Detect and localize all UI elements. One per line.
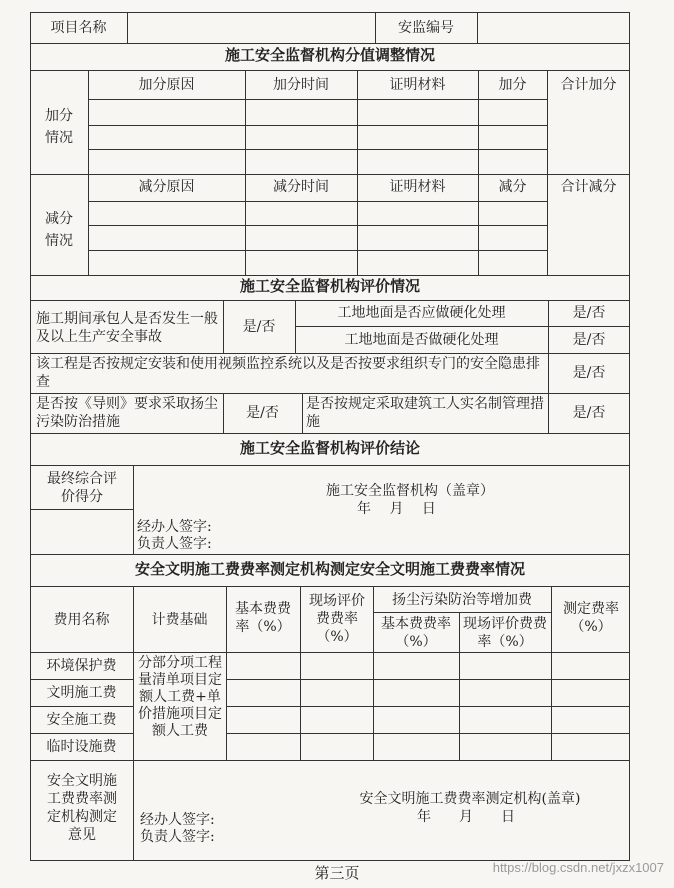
col-dust-site-rate: 现场评价费费率（%） bbox=[463, 616, 547, 650]
final-score-label: 最终综合评价得分 bbox=[47, 471, 117, 505]
supervision-date: 年 月 日 bbox=[357, 501, 436, 517]
col-dust-group: 扬尘污染防治等增加费 bbox=[392, 592, 532, 608]
fee-basis-text: 分部分项工程量清单项目定额人工费+单价措施项目定额人工费 bbox=[138, 655, 222, 739]
q-dust-control-answer[interactable]: 是/否 bbox=[246, 405, 279, 421]
col-basis: 计费基础 bbox=[151, 612, 208, 628]
supervision-leader-label: 负责人签字: bbox=[137, 536, 212, 552]
section-evaluation-title: 施工安全监督机构评价情况 bbox=[239, 277, 420, 295]
add-col-total: 合计加分 bbox=[560, 77, 617, 93]
col-site-rate: 现场评价费费率（%） bbox=[309, 593, 365, 645]
minus-col-proof: 证明材料 bbox=[389, 179, 446, 195]
add-col-reason: 加分原因 bbox=[138, 77, 195, 93]
rate-date: 年 月 日 bbox=[417, 809, 515, 825]
q-dust-control: 是否按《导则》要求采取扬尘污染防治措施 bbox=[36, 396, 218, 430]
watermark-text: https://blog.csdn.net/jxzx1007 bbox=[492, 860, 664, 875]
q-video-monitoring-answer[interactable]: 是/否 bbox=[572, 365, 606, 381]
q-realname-mgmt: 是否按规定采取建筑工人实名制管理措施 bbox=[306, 396, 544, 430]
minus-col-time: 减分时间 bbox=[273, 179, 329, 195]
fee-row-civilized: 文明施工费 bbox=[46, 685, 117, 701]
page-number: 第三页 bbox=[314, 864, 360, 882]
q-video-monitoring: 该工程是否按规定安装和使用视频监控系统以及是否按要求组织专门的安全隐患排查 bbox=[36, 356, 540, 390]
add-score-row-label: 加分情况 bbox=[45, 108, 73, 146]
col-fee-name: 费用名称 bbox=[53, 612, 110, 628]
section-fee-rate-title: 安全文明施工费费率测定机构测定安全文明施工费费率情况 bbox=[134, 560, 525, 578]
fee-row-temporary: 临时设施费 bbox=[46, 739, 117, 755]
minus-col-reason: 减分原因 bbox=[138, 179, 195, 195]
add-col-points: 加分 bbox=[498, 77, 527, 93]
evaluation-form bbox=[30, 12, 630, 861]
q-hardening-required-answer[interactable]: 是/否 bbox=[572, 305, 606, 321]
rate-stamp-text: 安全文明施工费费率测定机构(盖章) bbox=[359, 791, 581, 807]
fee-row-environment: 环境保护费 bbox=[46, 658, 117, 674]
q-realname-mgmt-answer[interactable]: 是/否 bbox=[572, 405, 606, 421]
minus-col-total: 合计减分 bbox=[560, 179, 617, 195]
col-dust-base-rate: 基本费费率（%） bbox=[381, 616, 451, 650]
col-base-rate: 基本费费率（%） bbox=[235, 601, 291, 635]
minus-score-row-label: 减分情况 bbox=[45, 211, 73, 249]
rate-opinion-label: 安全文明施工费费率测定机构测定意见 bbox=[47, 773, 117, 843]
supervision-stamp-text: 施工安全监督机构（盖章） bbox=[326, 483, 494, 499]
q-accident: 施工期间承包人是否发生一般及以上生产安全事故 bbox=[36, 311, 218, 345]
q-hardening-required: 工地地面是否应做硬化处理 bbox=[337, 305, 506, 321]
add-col-proof: 证明材料 bbox=[389, 77, 446, 93]
q-hardening-done: 工地地面是否做硬化处理 bbox=[344, 332, 499, 348]
section-score-adjust-title: 施工安全监督机构分值调整情况 bbox=[224, 46, 435, 64]
section-conclusion-title: 施工安全监督机构评价结论 bbox=[239, 439, 420, 457]
rate-leader-label: 负责人签字: bbox=[140, 829, 215, 845]
supervision-handler-label: 经办人签字: bbox=[137, 519, 212, 535]
add-col-time: 加分时间 bbox=[273, 77, 329, 93]
col-measured-rate: 测定费率（%） bbox=[563, 601, 619, 635]
minus-col-points: 减分 bbox=[498, 179, 527, 195]
project-name-label: 项目名称 bbox=[50, 20, 107, 36]
q-accident-answer[interactable]: 是/否 bbox=[242, 319, 276, 335]
fee-row-safety: 安全施工费 bbox=[46, 712, 117, 728]
rate-handler-label: 经办人签字: bbox=[140, 812, 215, 828]
safety-number-label: 安监编号 bbox=[398, 20, 454, 36]
q-hardening-done-answer[interactable]: 是/否 bbox=[572, 332, 606, 348]
